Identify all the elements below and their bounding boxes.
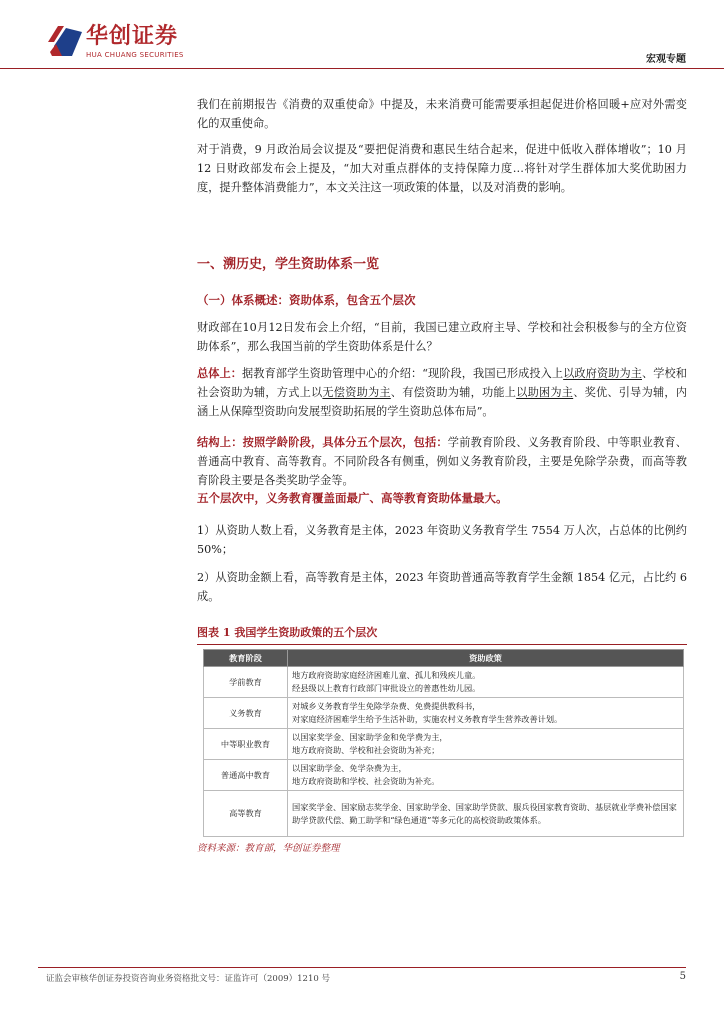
overall-text-d: 、奖优、引导为辅，内涵上从保障型资助向发展型资助拓展的学生资助总体布局”。	[197, 386, 687, 418]
table-header-stage: 教育阶段	[204, 650, 288, 667]
overall-underline-3: 以助困为主	[516, 386, 574, 399]
page-number: 5	[679, 971, 686, 982]
structure-block	[197, 433, 687, 490]
table-cell-stage: 中等职业教育	[204, 729, 288, 760]
table-header-policy: 资助政策	[288, 650, 684, 667]
point-1: 1）从资助人数上看，义务教育是主体，2023 年资助义务教育学生 7554 万人次，占总体的比例约 50%；	[197, 524, 687, 556]
intro-block	[197, 95, 687, 133]
table-cell-stage: 学前教育	[204, 667, 288, 698]
table-cell-policy: 地方政府资助家庭经济困难儿童、孤儿和残疾儿童。 经县级以上教育行政部门审批设立的普惠性幼儿园。	[288, 667, 684, 698]
figure-source: 资料来源：教育部，华创证券整理	[197, 843, 340, 854]
overall-block	[197, 364, 687, 421]
section-paragraph-1: 财政部在10月12日发布会上介绍，“目前，我国已建立政府主导、学校和社会积极参与的全方位资助体系”，那么我国当前的学生资助体系是什么？	[197, 321, 687, 353]
overall-underline-2: 无偿资助为主	[322, 386, 391, 399]
overall-text-a: 据教育部学生资助管理中心的介绍：“现阶段，我国已形成投入上	[242, 367, 564, 380]
subsection-heading: （一）体系概述：资助体系，包含五个层次	[197, 293, 416, 307]
table-cell-stage: 高等教育	[204, 791, 288, 837]
table-cell-policy: 以国家奖学金、国家助学金和免学费为主， 地方政府资助、学校和社会资助为补充；	[288, 729, 684, 760]
page-header	[0, 0, 724, 72]
overall-text-b: 、学校和社会资助为辅，方式上以	[197, 367, 687, 399]
intro-block-2	[197, 140, 687, 197]
table-row	[204, 667, 684, 698]
section-paragraph-1-block	[197, 318, 687, 356]
footer-divider	[38, 967, 686, 968]
overall-underline-1: 以政府资助为主	[563, 367, 642, 380]
figure-divider	[197, 644, 687, 645]
point-2-block	[197, 568, 687, 606]
table-cell-policy: 对城乡义务教育学生免除学杂费、免费提供教科书， 对家庭经济困难学生给予生活补助，实施农村义务教育学生营养改善计划。	[288, 698, 684, 729]
table-row	[204, 698, 684, 729]
table-cell-policy: 国家奖学金、国家励志奖学金、国家助学金、国家助学贷款、服兵役国家教育资助、基层就业学费补偿国家助学贷款代偿、勤工助学和“绿色通道”等多元化的高校资助政策体系。	[288, 791, 684, 837]
overall-text-c: 、有偿资助为辅，功能上	[390, 386, 517, 399]
table-header-row	[204, 650, 684, 667]
structure-text: 学前教育阶段、义务教育阶段、中等职业教育、普通高中教育、高等教育。不同阶段各有侧重，例如义务教育阶段，主要是免除学杂费，而高等教育阶段主要是各类奖助学金等。	[197, 436, 687, 487]
section-heading: 一、溯历史，学生资助体系一览	[197, 257, 380, 272]
table-row	[204, 760, 684, 791]
table-row	[204, 729, 684, 760]
table-cell-stage: 普通高中教育	[204, 760, 288, 791]
table-cell-stage: 义务教育	[204, 698, 288, 729]
table-cell-policy: 以国家助学金、免学杂费为主， 地方政府资助和学校、社会资助为补充。	[288, 760, 684, 791]
figure-title: 图表 1 我国学生资助政策的五个层次	[197, 626, 378, 639]
table-row	[204, 791, 684, 837]
intro-paragraph-1: 我们在前期报告《消费的双重使命》中提及，未来消费可能需要承担起促进价格回暖+应对外需变化的双重使命。	[197, 98, 687, 130]
point-2: 2）从资助金额上看，高等教育是主体，2023 年资助普通高等教育学生金额 1854 亿元，占比约 6 成。	[197, 571, 687, 603]
company-logo-icon	[46, 22, 84, 60]
brand-name-en: HUA CHUANG SECURITIES	[86, 51, 184, 59]
overall-paragraph	[197, 364, 687, 421]
footer-disclaimer: 证监会审核华创证券投资咨询业务资格批文号：证监许可（2009）1210 号	[46, 974, 330, 984]
intro-paragraph-2: 对于消费，9 月政治局会议提及“要把促消费和惠民生结合起来，促进中低收入群体增收”；10 月 12 日财政部发布会上提及，“加大对重点群体的支持保障力度…将针对学生群体加大奖优助困力度，提升整体消费能力”，本文关注这一项政策的体量，以及对消费的影响。	[197, 143, 687, 194]
point-1-block	[197, 521, 687, 559]
policy-table	[203, 649, 684, 837]
header-divider	[0, 68, 724, 69]
brand-name: 华创证券	[86, 24, 179, 49]
section-tag: 宏观专题	[646, 54, 686, 65]
structure-label: 结构上：按照学龄阶段，具体分五个层次，包括：	[197, 435, 448, 449]
key-finding-line: 五个层次中，义务教育覆盖面最广、高等教育资助体量最大。	[197, 491, 508, 505]
overall-label: 总体上：	[197, 366, 243, 380]
structure-paragraph	[197, 433, 687, 490]
